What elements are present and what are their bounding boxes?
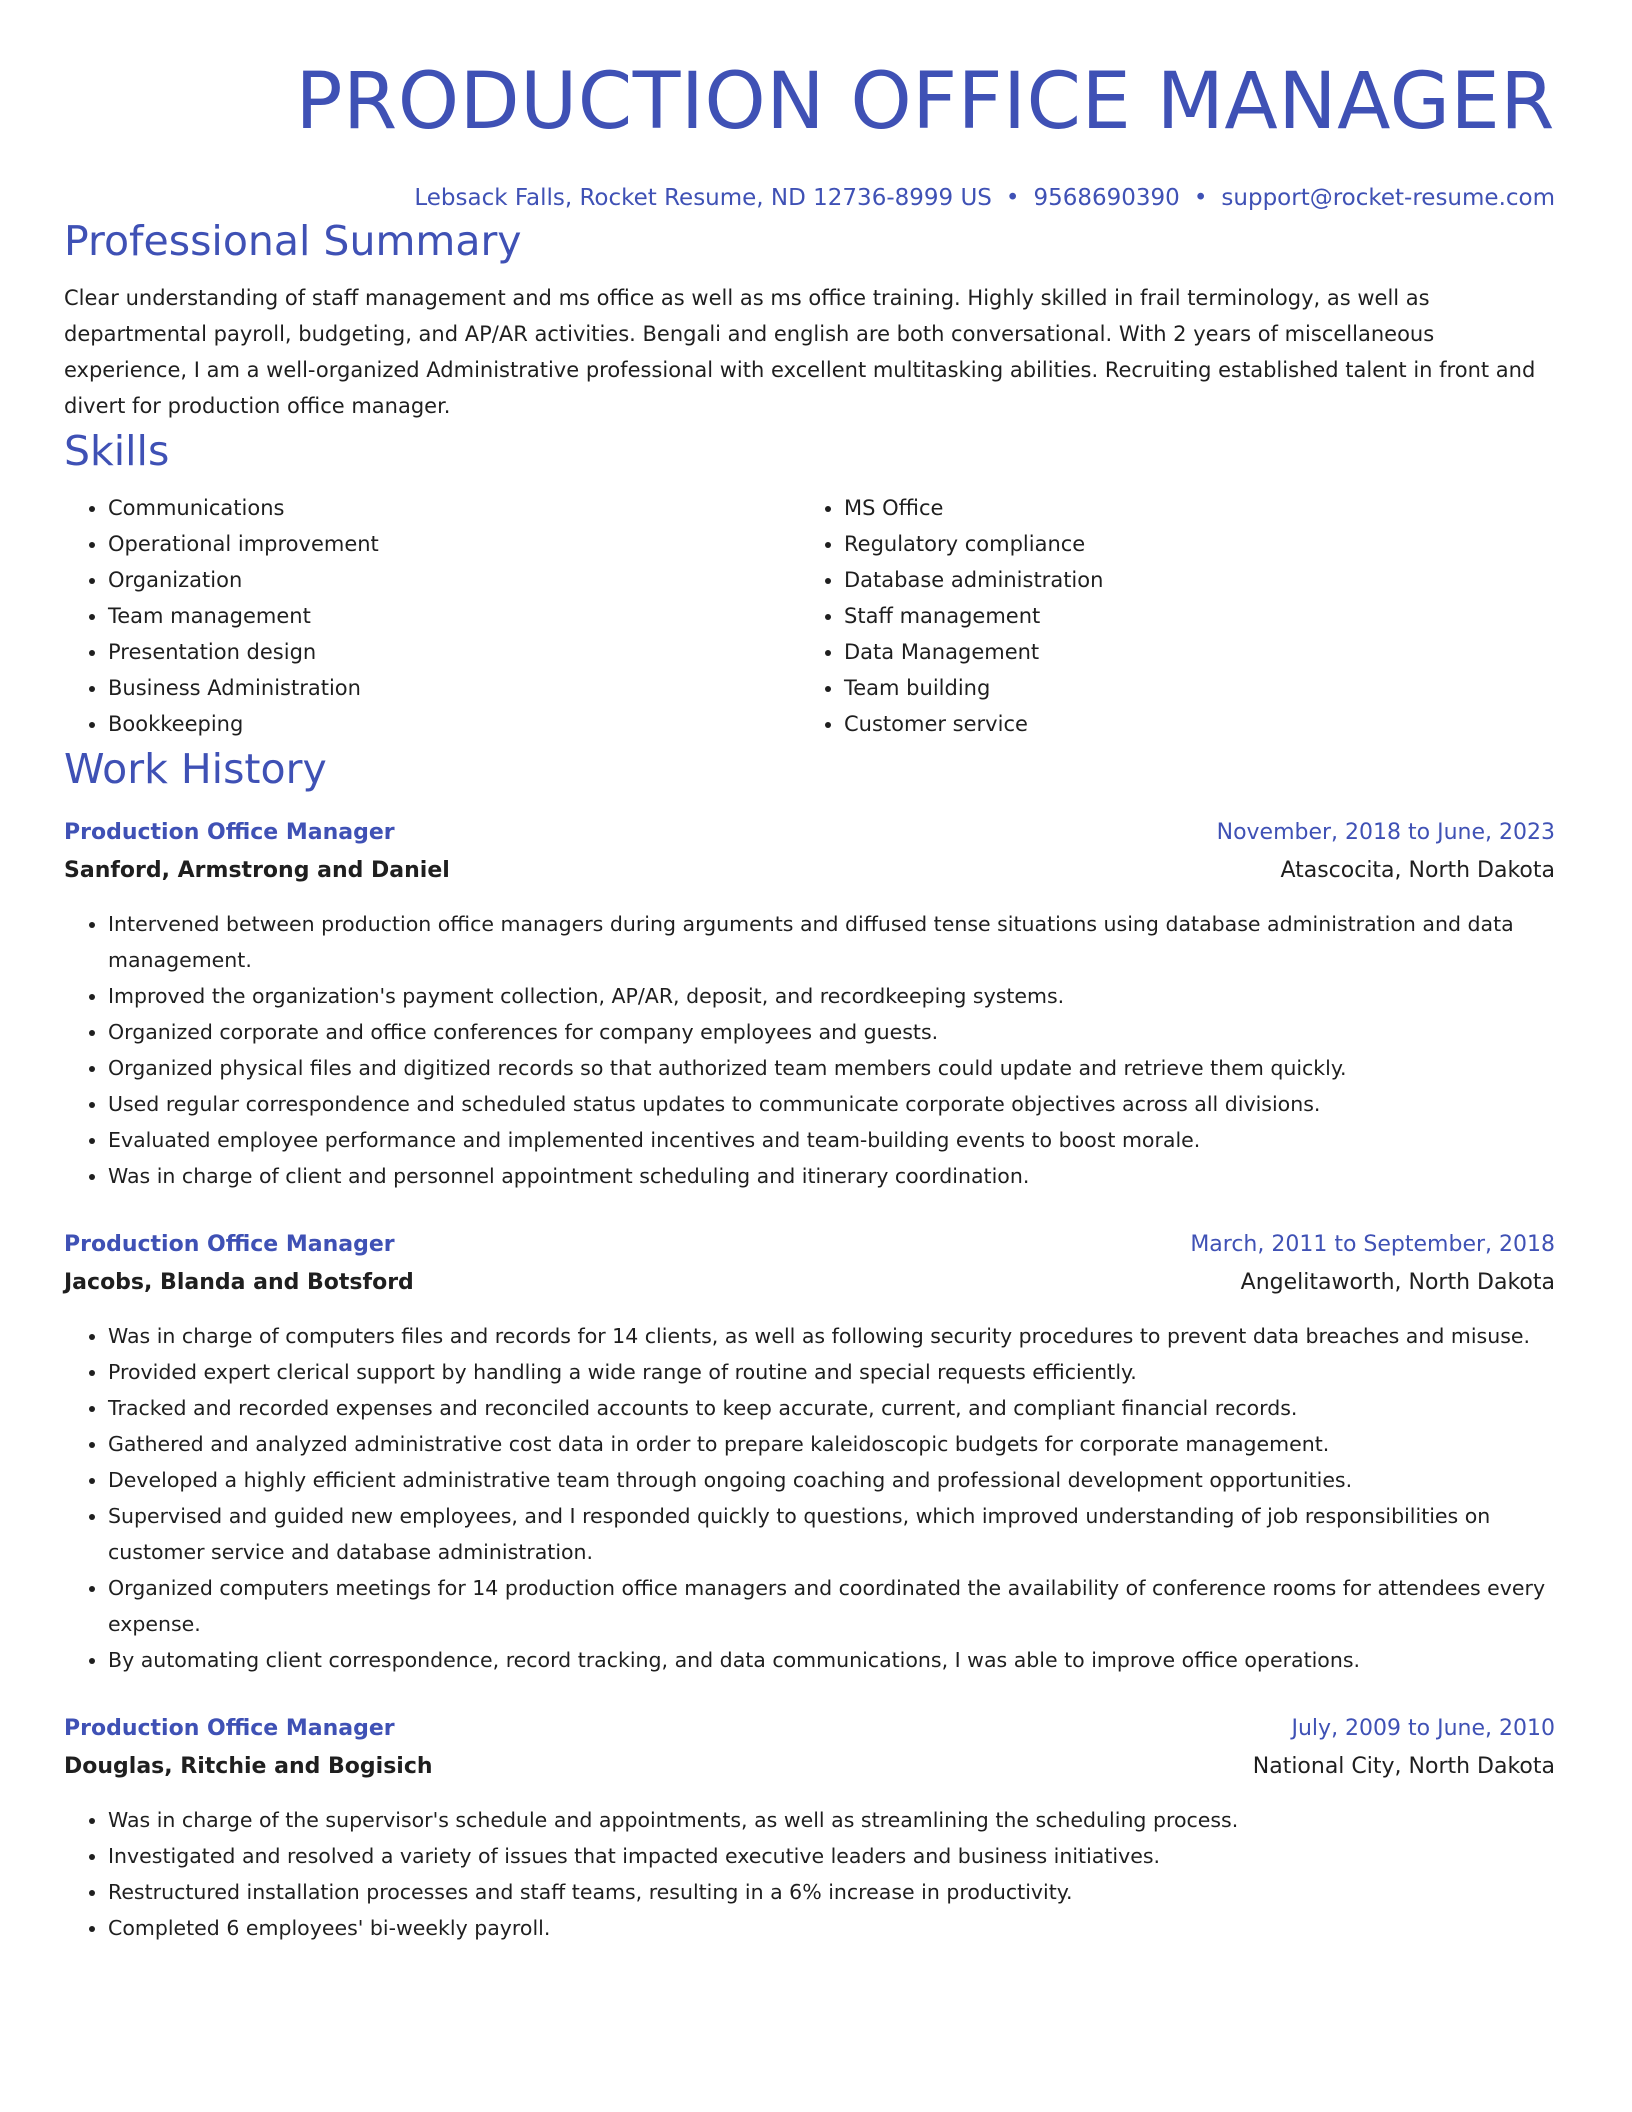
skills-column-left — [64, 490, 800, 742]
job-bullet: • Supervised and guided new employees, and I responded quickly to questions, which improved understanding of job responsibilities on customer service and database administration. — [108, 1498, 1555, 1570]
skill-item: • Presentation design — [108, 634, 800, 670]
job-company-row — [64, 1748, 1555, 1786]
job-title: Production Office Manager — [64, 1716, 395, 1741]
job-bullet: • Was in charge of the supervisor's schedule and appointments, as well as streamlining the scheduling process. — [108, 1802, 1555, 1838]
skill-item: • Team management — [108, 598, 800, 634]
job-bullet: • By automating client correspondence, record tracking, and data communications, I was able to improve office operations. — [108, 1642, 1555, 1678]
job-bullet: • Was in charge of client and personnel appointment scheduling and itinerary coordination. — [108, 1158, 1555, 1194]
skill-item: • Staff management — [844, 598, 1536, 634]
job-header-row — [64, 814, 1555, 852]
skill-item: • Operational improvement — [108, 526, 800, 562]
job-title: Production Office Manager — [64, 1232, 395, 1257]
candidate-name: PRODUCTION OFFICE MANAGER — [295, 57, 1555, 147]
skill-item: • Team building — [844, 670, 1536, 706]
company-name: Jacobs, Blanda and Botsford — [64, 1270, 414, 1295]
job-bullet: • Improved the organization's payment collection, AP/AR, deposit, and recordkeeping systems. — [108, 978, 1555, 1014]
job-bullet: • Developed a highly efficient administrative team through ongoing coaching and professional development opportunities. — [108, 1462, 1555, 1498]
job-bullet: • Gathered and analyzed administrative cost data in order to prepare kaleidoscopic budgets for corporate management. — [108, 1426, 1555, 1462]
skill-item: • Organization — [108, 562, 800, 598]
job-header-row — [64, 1710, 1555, 1748]
separator-dot: • — [1193, 185, 1208, 211]
company-name: Douglas, Ritchie and Bogisich — [64, 1754, 433, 1779]
work-history-heading: Work History — [64, 745, 327, 793]
contact-line — [64, 182, 1555, 214]
job-bullet: • Tracked and recorded expenses and reconciled accounts to keep accurate, current, and compliant financial records. — [108, 1390, 1555, 1426]
job-dates: November, 2018 to June, 2023 — [1216, 820, 1555, 845]
job-bullet: • Provided expert clerical support by handling a wide range of routine and special requests efficiently. — [108, 1354, 1555, 1390]
job-bullet: • Organized computers meetings for 14 production office managers and coordinated the availability of conference rooms for attendees every expense. — [108, 1570, 1555, 1642]
separator-dot: • — [1005, 185, 1020, 211]
skill-item: • Database administration — [844, 562, 1536, 598]
job-entry — [64, 1710, 1555, 1946]
summary-heading: Professional Summary — [64, 217, 522, 265]
skills-column-right — [800, 490, 1536, 742]
job-bullet: • Used regular correspondence and scheduled status updates to communicate corporate objectives across all divisions. — [108, 1086, 1555, 1122]
skills-heading: Skills — [64, 427, 170, 475]
job-bullet: • Completed 6 employees' bi-weekly payroll. — [108, 1910, 1555, 1946]
job-entry — [64, 1226, 1555, 1678]
job-bullet: • Organized corporate and office conferences for company employees and guests. — [108, 1014, 1555, 1050]
address-text: Lebsack Falls, Rocket Resume, ND 12736-8999 US — [414, 185, 992, 211]
skill-item: • Data Management — [844, 634, 1536, 670]
skills-list — [64, 490, 1555, 742]
job-bullet: • Was in charge of computers files and records for 14 clients, as well as following security procedures to prevent data breaches and misuse. — [108, 1318, 1555, 1354]
job-entry — [64, 814, 1555, 1194]
job-title: Production Office Manager — [64, 820, 395, 845]
job-bullets — [64, 1802, 1555, 1946]
job-header-row — [64, 1226, 1555, 1264]
email-link[interactable]: support@rocket-resume.com — [1221, 185, 1555, 211]
job-dates: July, 2009 to June, 2010 — [1291, 1716, 1555, 1741]
skill-item: • MS Office — [844, 490, 1536, 526]
job-company-row — [64, 1264, 1555, 1302]
phone-text: 9568690390 — [1033, 185, 1180, 211]
job-location: Angelitaworth, North Dakota — [1240, 1270, 1555, 1295]
job-bullet: • Restructured installation processes and staff teams, resulting in a 6% increase in productivity. — [108, 1874, 1555, 1910]
job-location: Atascocita, North Dakota — [1280, 858, 1555, 883]
job-bullet: • Evaluated employee performance and implemented incentives and team-building events to boost morale. — [108, 1122, 1555, 1158]
job-bullet: • Intervened between production office managers during arguments and diffused tense situations using database administration and data management. — [108, 906, 1555, 978]
company-name: Sanford, Armstrong and Daniel — [64, 858, 450, 883]
skill-item: • Business Administration — [108, 670, 800, 706]
resume-page — [64, 0, 1555, 1946]
job-bullet: • Organized physical files and digitized records so that authorized team members could update and retrieve them quickly. — [108, 1050, 1555, 1086]
job-bullets — [64, 906, 1555, 1194]
skill-item: • Communications — [108, 490, 800, 526]
job-bullets — [64, 1318, 1555, 1678]
job-location: National City, North Dakota — [1252, 1754, 1555, 1779]
job-dates: March, 2011 to September, 2018 — [1190, 1232, 1555, 1257]
skill-item: • Customer service — [844, 706, 1536, 742]
skill-item: • Bookkeeping — [108, 706, 800, 742]
job-bullet: • Investigated and resolved a variety of issues that impacted executive leaders and business initiatives. — [108, 1838, 1555, 1874]
job-company-row — [64, 852, 1555, 890]
skill-item: • Regulatory compliance — [844, 526, 1536, 562]
summary-text: Clear understanding of staff management and ms office as well as ms office training. Highly skilled in frail terminology, as well as departmental payroll, budgeting, and AP/AR activities. Bengali and english are both conversational. With 2 years of miscellaneous experience, I am a well-organized Administrative professional with excellent multitasking abilities. Recruiting established talent in front and divert for production office manager. — [64, 286, 1536, 418]
